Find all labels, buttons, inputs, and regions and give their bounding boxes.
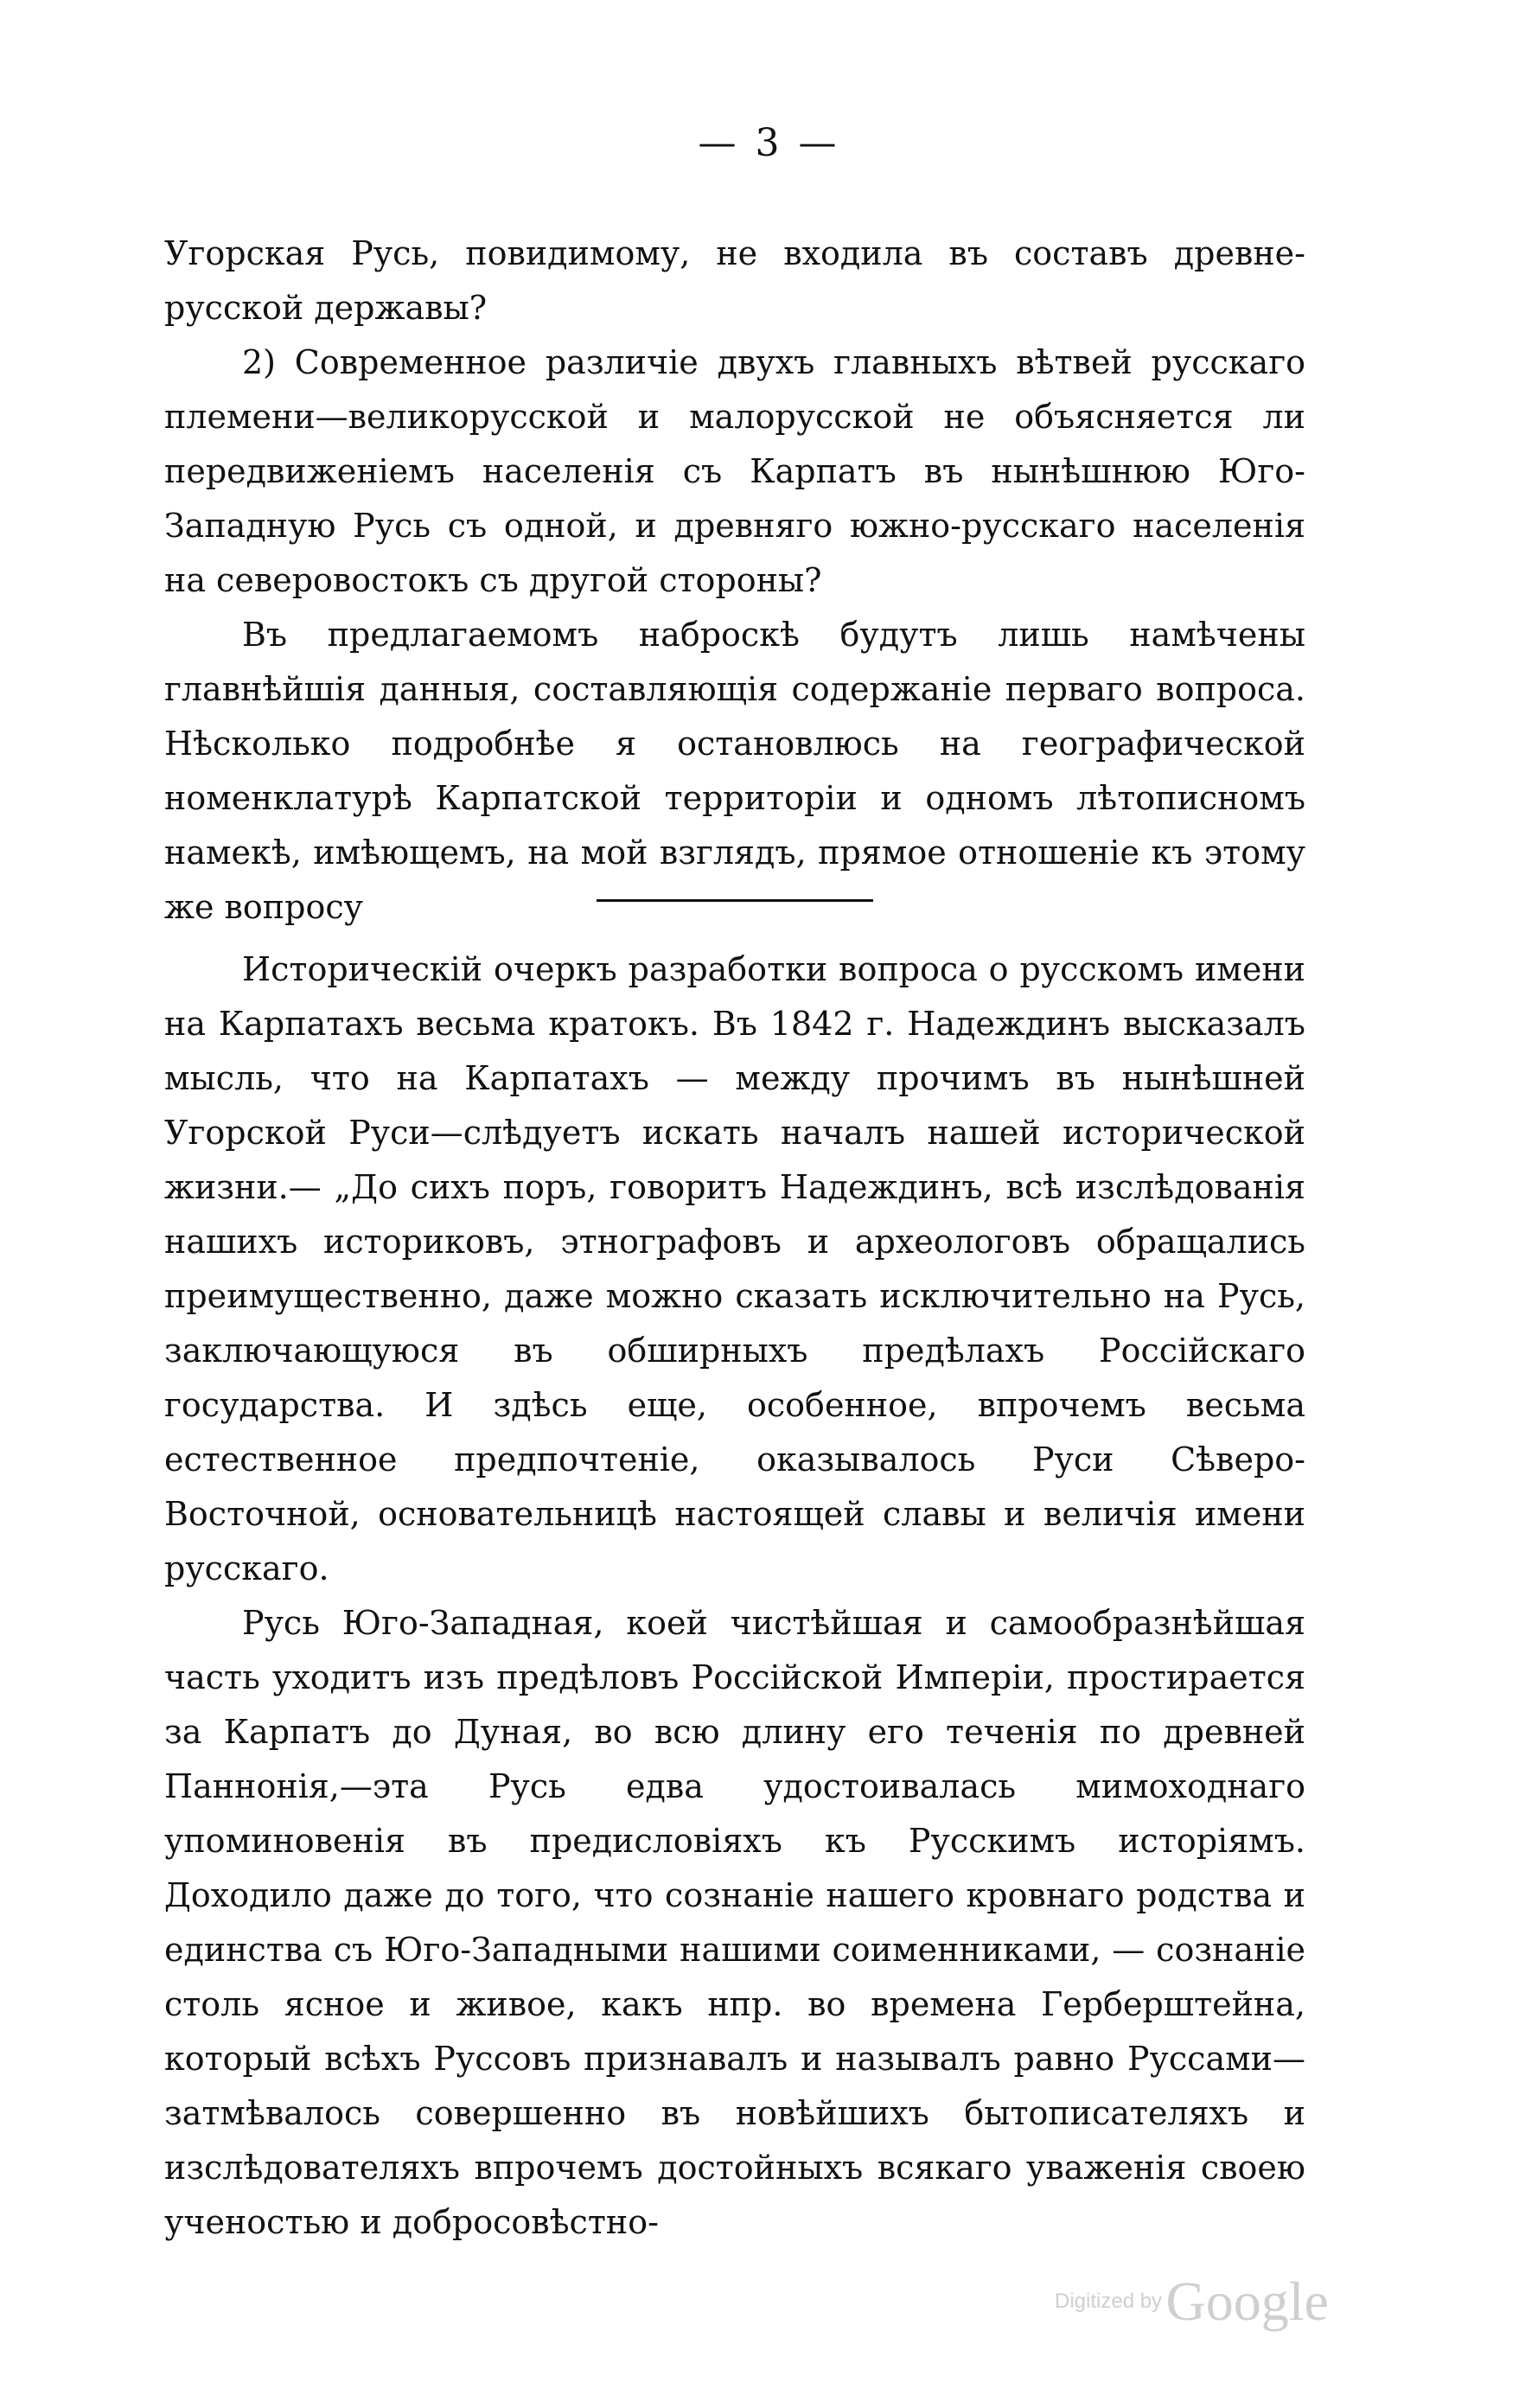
google-logo-text: Google — [1165, 2271, 1329, 2332]
paragraph-southwest-rus: Русь Юго-Западная, коей чистѣйшая и самообразнѣйшая часть уходитъ изъ предѣловъ Россійской Имперіи, простирается за Карпатъ до Дуная, во всю длину его теченія по древней Паннонія,—эта Русь едва удостоивалась мимоходнаго упоминовенія въ предисловіяхъ къ Русскимъ исторіямъ. Доходило даже до того, что сознаніе нашего кровнаго родства и единства съ Юго-Западными нашими соименниками, — сознаніе столь ясное и живое, какъ нпр. во времена Герберштейна, который всѣхъ Руссовъ признавалъ и называлъ равно Руссами—затмѣвалось совершенно въ новѣйшихъ бытописателяхъ и изслѣдователяхъ впрочемъ достойныхъ всякаго уваженія своею ученостью и добросовѣстно- — [164, 1604, 1305, 2241]
digitized-by-google-watermark — [1055, 2270, 1329, 2334]
paragraph-outline: Въ предлагаемомъ наброскѣ будутъ лишь намѣчены главнѣйшія данныя, составляющія содержаніе перваго вопроса. Нѣсколько подробнѣе я остановлюсь на географической номенклатурѣ Карпатской территоріи и одномъ лѣтописномъ намекѣ, имѣющемъ, на мой взглядъ, прямое отношеніе къ этому же вопросу — [164, 616, 1305, 926]
paragraph-historical-sketch: Историческій очеркъ разработки вопроса о русскомъ имени на Карпатахъ весьма кратокъ. Въ 1842 г. Надеждинъ высказалъ мысль, что на Карпатахъ — между прочимъ въ нынѣшней Угорской Руси—слѣдуетъ искать началъ нашей исторической жизни.— „До сихъ поръ, говоритъ Надеждинъ, всѣ изслѣдованія нашихъ историковъ, этнографовъ и археологовъ обращались преимущественно, даже можно сказать исключительно на Русь, заключающуюся въ обширныхъ предѣлахъ Россійскаго государства. И здѣсь еще, особенное, впрочемъ весьма естественное предпочтеніе, оказывалось Руси Сѣверо-Восточной, основательницѣ настоящей славы и величія имени русскаго. — [164, 950, 1305, 1587]
watermark-prefix: Digitized by — [1055, 2290, 1163, 2313]
text-section-history — [164, 942, 1305, 2250]
paragraph-continuation: Угорская Русь, повидимому, не входила въ составъ древне-русской державы? — [164, 234, 1305, 327]
section-divider — [597, 899, 873, 902]
page-number: — 3 — — [698, 121, 840, 165]
text-section-intro — [164, 227, 1305, 935]
paragraph-question-2: 2) Современное различіе двухъ главныхъ вѣтвей русскаго племени—великорусской и малорусской не объясняется ли передвиженіемъ населенія съ Карпатъ въ нынѣшнюю Юго-Западную Русь съ одной, и древняго южно-русскаго населенія на северовостокъ съ другой стороны? — [164, 343, 1305, 599]
